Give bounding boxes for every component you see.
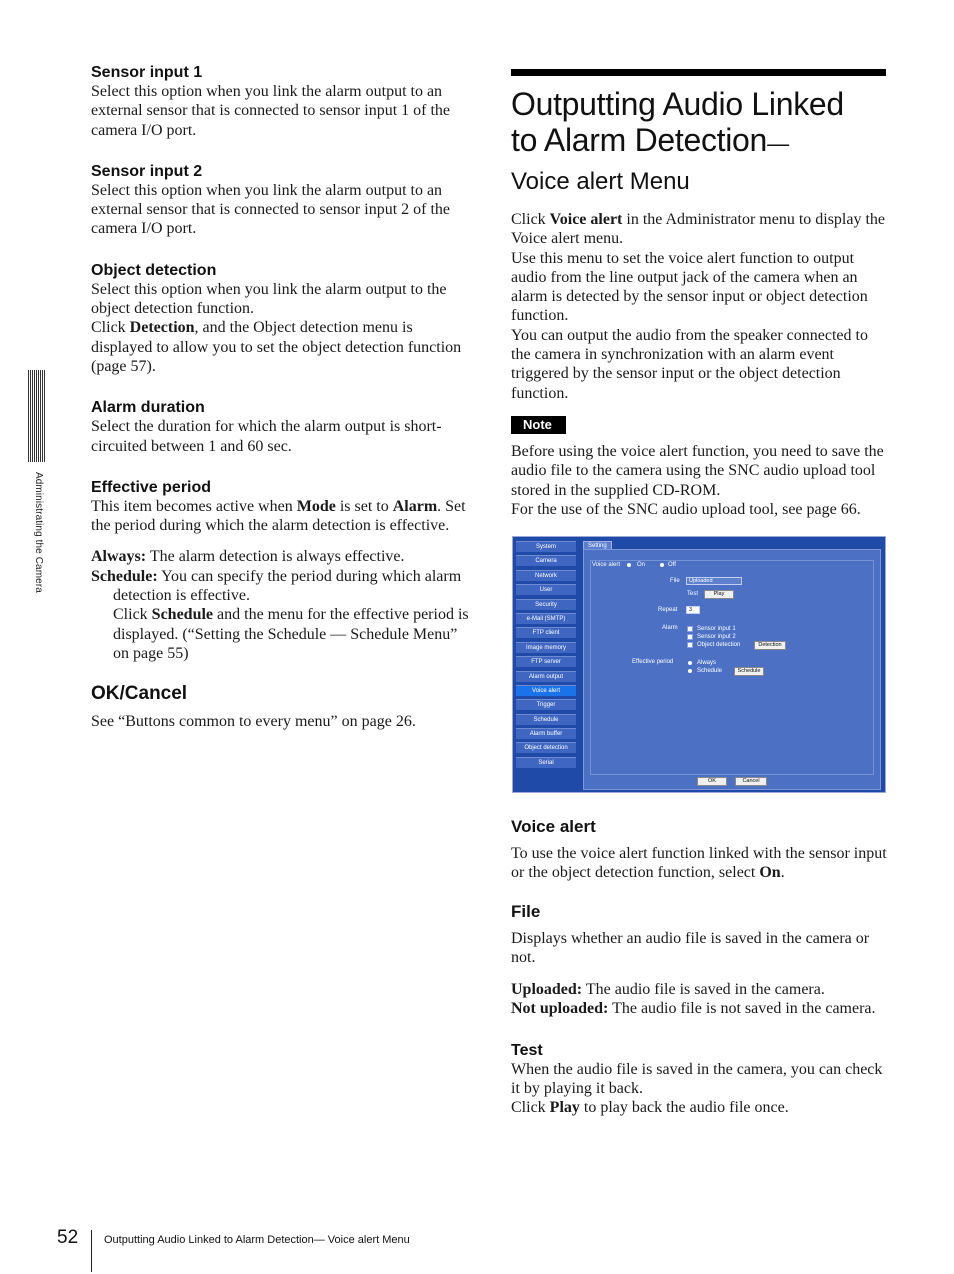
schedule-click-text: Click Schedule and the menu for the effective period is displayed. (“Setting the Schedule — Schedule Menu” on page 55): [113, 606, 469, 662]
alarm-option-2: Sensor input 2: [697, 634, 736, 640]
note-paragraph-1: Before using the voice alert function, you need to save the audio file to the camera using the SNC audio upload tool stored in the supplied CD-ROM.: [511, 442, 884, 499]
test-label: Test: [687, 591, 699, 597]
chapter-side-label: Administrating the Camera: [33, 472, 44, 593]
alarm-duration-heading: Alarm duration: [91, 399, 205, 417]
detection-button[interactable]: Detection: [754, 641, 786, 650]
chapter-thumb-tab: [28, 370, 46, 462]
menu-item-trigger[interactable]: Trigger: [516, 699, 576, 710]
sensor-input-2-text: Select this option when you link the alarm output to an external sensor that is connected to sensor input 2 of the camera I/O port.: [91, 181, 451, 238]
alarm-label: Alarm: [662, 625, 678, 631]
footer-rule: [91, 1230, 92, 1272]
play-button[interactable]: Play: [704, 590, 734, 599]
menu-item-serial[interactable]: Serial: [516, 757, 576, 768]
off-label: Off: [668, 562, 676, 568]
not-uploaded-definition: Not uploaded: The audio file is not saved in the camera.: [511, 1000, 876, 1018]
left-column: [91, 63, 469, 732]
effective-period-heading: Effective period: [91, 478, 212, 496]
sensor-input-1-heading: Sensor input 1: [91, 64, 203, 81]
menu-item-alarm-output[interactable]: Alarm output: [516, 671, 576, 682]
voice-alert-heading: Voice alert: [511, 817, 596, 836]
intro-paragraph-3: You can output the audio from the speaker connected to the camera in synchronization with an alarm event triggered by the sensor input or the object detection function.: [511, 326, 868, 402]
running-footer: Outputting Audio Linked to Alarm Detection— Voice alert Menu: [104, 1234, 410, 1246]
menu-item-network[interactable]: Network: [516, 570, 576, 581]
off-radio[interactable]: [660, 563, 664, 567]
ok-cancel-heading: OK/Cancel: [91, 683, 188, 705]
settings-panel: [583, 549, 881, 790]
menu-item-object-detection[interactable]: Object detection: [516, 742, 576, 753]
alarm-option-1: Sensor input 1: [697, 626, 736, 632]
menu-item-image-memory[interactable]: Image memory: [516, 642, 576, 653]
object-detection-text: Select this option when you link the alarm output to the object detection function.: [91, 280, 447, 318]
menu-item-voice-alert[interactable]: Voice alert: [516, 685, 576, 696]
right-column: [511, 63, 887, 519]
file-text: Displays whether an audio file is saved in the camera or not.: [511, 929, 870, 966]
menu-item-system[interactable]: System: [516, 541, 576, 552]
menu-item-ftp-server[interactable]: FTP server: [516, 656, 576, 667]
menu-item-user[interactable]: User: [516, 584, 576, 595]
intro-paragraph-1: Click Voice alert in the Administrator menu to display the Voice alert menu.: [511, 211, 886, 248]
ok-button[interactable]: OK: [697, 777, 727, 786]
schedule-button[interactable]: Schedule: [734, 667, 764, 676]
always-radio[interactable]: [688, 661, 692, 665]
repeat-label: Repeat: [658, 607, 678, 613]
note-paragraph-2: For the use of the SNC audio upload tool, see page 66.: [511, 500, 861, 518]
effective-period-label: Effective period: [632, 659, 674, 665]
menu-item-alarm-buffer[interactable]: Alarm buffer: [516, 728, 576, 739]
always-label: Always: [697, 660, 717, 666]
file-label: File: [670, 578, 680, 584]
menu-item-schedule[interactable]: Schedule: [516, 714, 576, 725]
admin-menu: [516, 541, 576, 771]
voice-alert-text: To use the voice alert function linked with the sensor input or the object detection function, select On.: [511, 845, 887, 882]
file-status-field: Uploaded: [686, 577, 742, 585]
schedule-label: Schedule: [697, 668, 723, 674]
file-heading: File: [511, 901, 541, 921]
note-badge: Note: [511, 416, 566, 434]
object-detection-checkbox[interactable]: [687, 642, 693, 648]
ok-cancel-text: See “Buttons common to every menu” on page 26.: [91, 713, 416, 731]
cancel-button[interactable]: Cancel: [735, 777, 767, 786]
voice-alert-screenshot: [512, 536, 886, 793]
on-radio[interactable]: [627, 563, 631, 567]
sensor-input-1-checkbox[interactable]: [687, 626, 693, 632]
tab-setting[interactable]: Setting: [583, 541, 612, 551]
effective-period-text: This item becomes active when Mode is set to Alarm. Set the period during which the alarm detection is effective.: [91, 497, 466, 535]
on-label: On: [637, 562, 646, 568]
test-click-text: Click Play to play back the audio file once.: [511, 1099, 789, 1117]
schedule-radio[interactable]: [688, 669, 692, 673]
right-column-lower: [511, 817, 887, 1118]
alarm-duration-text: Select the duration for which the alarm output is short-circuited between 1 and 60 sec.: [91, 418, 442, 455]
uploaded-definition: Uploaded: The audio file is saved in the camera.: [511, 981, 825, 999]
always-definition: Always: The alarm detection is always effective.: [91, 548, 405, 566]
object-detection-click-text: Click Detection, and the Object detection menu is displayed to allow you to set the object detection function (page 57).: [91, 319, 462, 375]
title-rule: [511, 69, 886, 76]
repeat-select[interactable]: 3: [686, 606, 700, 614]
voice-alert-label: Voice alert: [592, 562, 621, 568]
menu-item-camera[interactable]: Camera: [516, 555, 576, 566]
test-text: When the audio file is saved in the camera, you can check it by playing it back.: [511, 1060, 883, 1098]
sensor-input-1-text: Select this option when you link the alarm output to an external sensor that is connected to sensor input 1 of the camera I/O port.: [91, 83, 451, 139]
sensor-input-2-checkbox[interactable]: [687, 634, 693, 640]
page-number: 52: [57, 1227, 79, 1248]
alarm-option-3: Object detection: [697, 642, 741, 648]
object-detection-heading: Object detection: [91, 261, 217, 279]
section-title: Outputting Audio Linked to Alarm Detection—: [511, 86, 844, 158]
section-subtitle: Voice alert Menu: [511, 168, 690, 195]
sensor-input-2-heading: Sensor input 2: [91, 162, 203, 180]
menu-item-security[interactable]: Security: [516, 599, 576, 610]
menu-item-e-mail-smtp[interactable]: e-Mail (SMTP): [516, 613, 576, 624]
intro-paragraph-2: Use this menu to set the voice alert function to output audio from the line output jack of the camera when an alarm is detected by the sensor input or object detection function.: [511, 249, 868, 325]
test-heading: Test: [511, 1041, 543, 1059]
schedule-definition: Schedule: You can specify the period during which alarm detection is effective.: [91, 567, 462, 605]
menu-item-ftp-client[interactable]: FTP client: [516, 627, 576, 638]
